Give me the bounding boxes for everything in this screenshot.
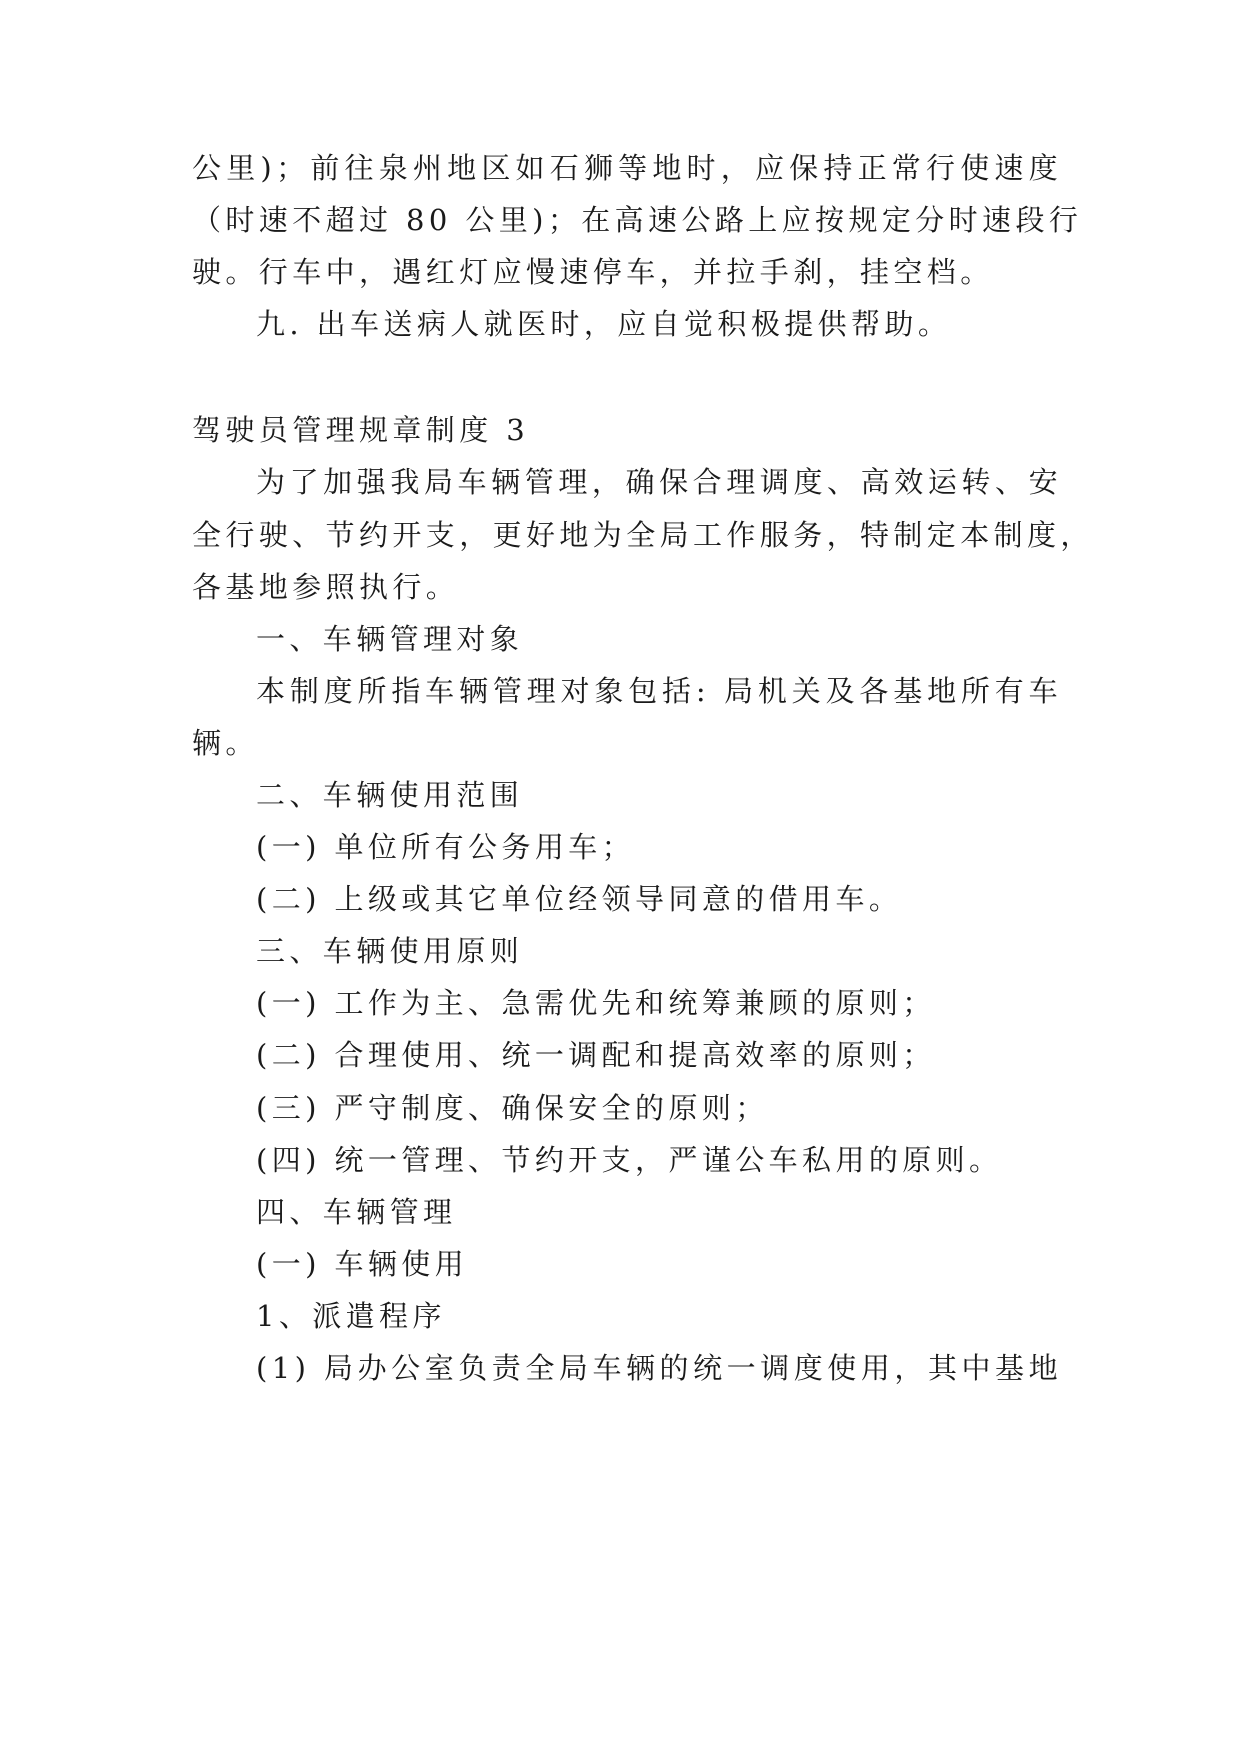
heading-4: 四、车辆管理	[256, 1195, 457, 1229]
heading-3: 三、车辆使用原则	[256, 934, 524, 968]
body-line: 公里)；前往泉州地区如石狮等地时，应保持正常行使速度	[192, 151, 1062, 185]
body-line: （时速不超过 80 公里)；在高速公路上应按规定分时速段行	[192, 203, 1083, 237]
principle-item: (二) 合理使用、统一调配和提高效率的原则；	[256, 1038, 936, 1072]
section-title: 驾驶员管理规章制度 3	[192, 413, 530, 447]
scope-line: 辆。	[192, 726, 259, 760]
intro-line: 全行驶、节约开支，更好地为全局工作服务，特制定本制度，	[192, 518, 1094, 552]
sub-heading: (一) 车辆使用	[256, 1247, 469, 1281]
principle-item: (一) 工作为主、急需优先和统筹兼顾的原则；	[256, 986, 936, 1020]
item-nine: 九. 出车送病人就医时，应自觉积极提供帮助。	[256, 307, 952, 341]
body-line: (1) 局办公室负责全局车辆的统一调度使用，其中基地	[256, 1351, 1062, 1385]
principle-item: (四) 统一管理、节约开支，严谨公车私用的原则。	[256, 1143, 1003, 1177]
intro-line: 为了加强我局车辆管理，确保合理调度、高效运转、安	[256, 465, 1062, 499]
heading-2: 二、车辆使用范围	[256, 778, 524, 812]
principle-item: (三) 严守制度、确保安全的原则；	[256, 1091, 769, 1125]
heading-1: 一、车辆管理对象	[256, 622, 524, 656]
intro-line: 各基地参照执行。	[192, 570, 460, 604]
scope-item: (一) 单位所有公务用车；	[256, 830, 636, 864]
scope-item: (二) 上级或其它单位经领导同意的借用车。	[256, 882, 903, 916]
scope-line: 本制度所指车辆管理对象包括: 局机关及各基地所有车	[256, 674, 1062, 708]
body-line: 驶。行车中，遇红灯应慢速停车，并拉手刹，挂空档。	[192, 255, 994, 289]
sub-item: 1、派遣程序	[256, 1299, 446, 1333]
